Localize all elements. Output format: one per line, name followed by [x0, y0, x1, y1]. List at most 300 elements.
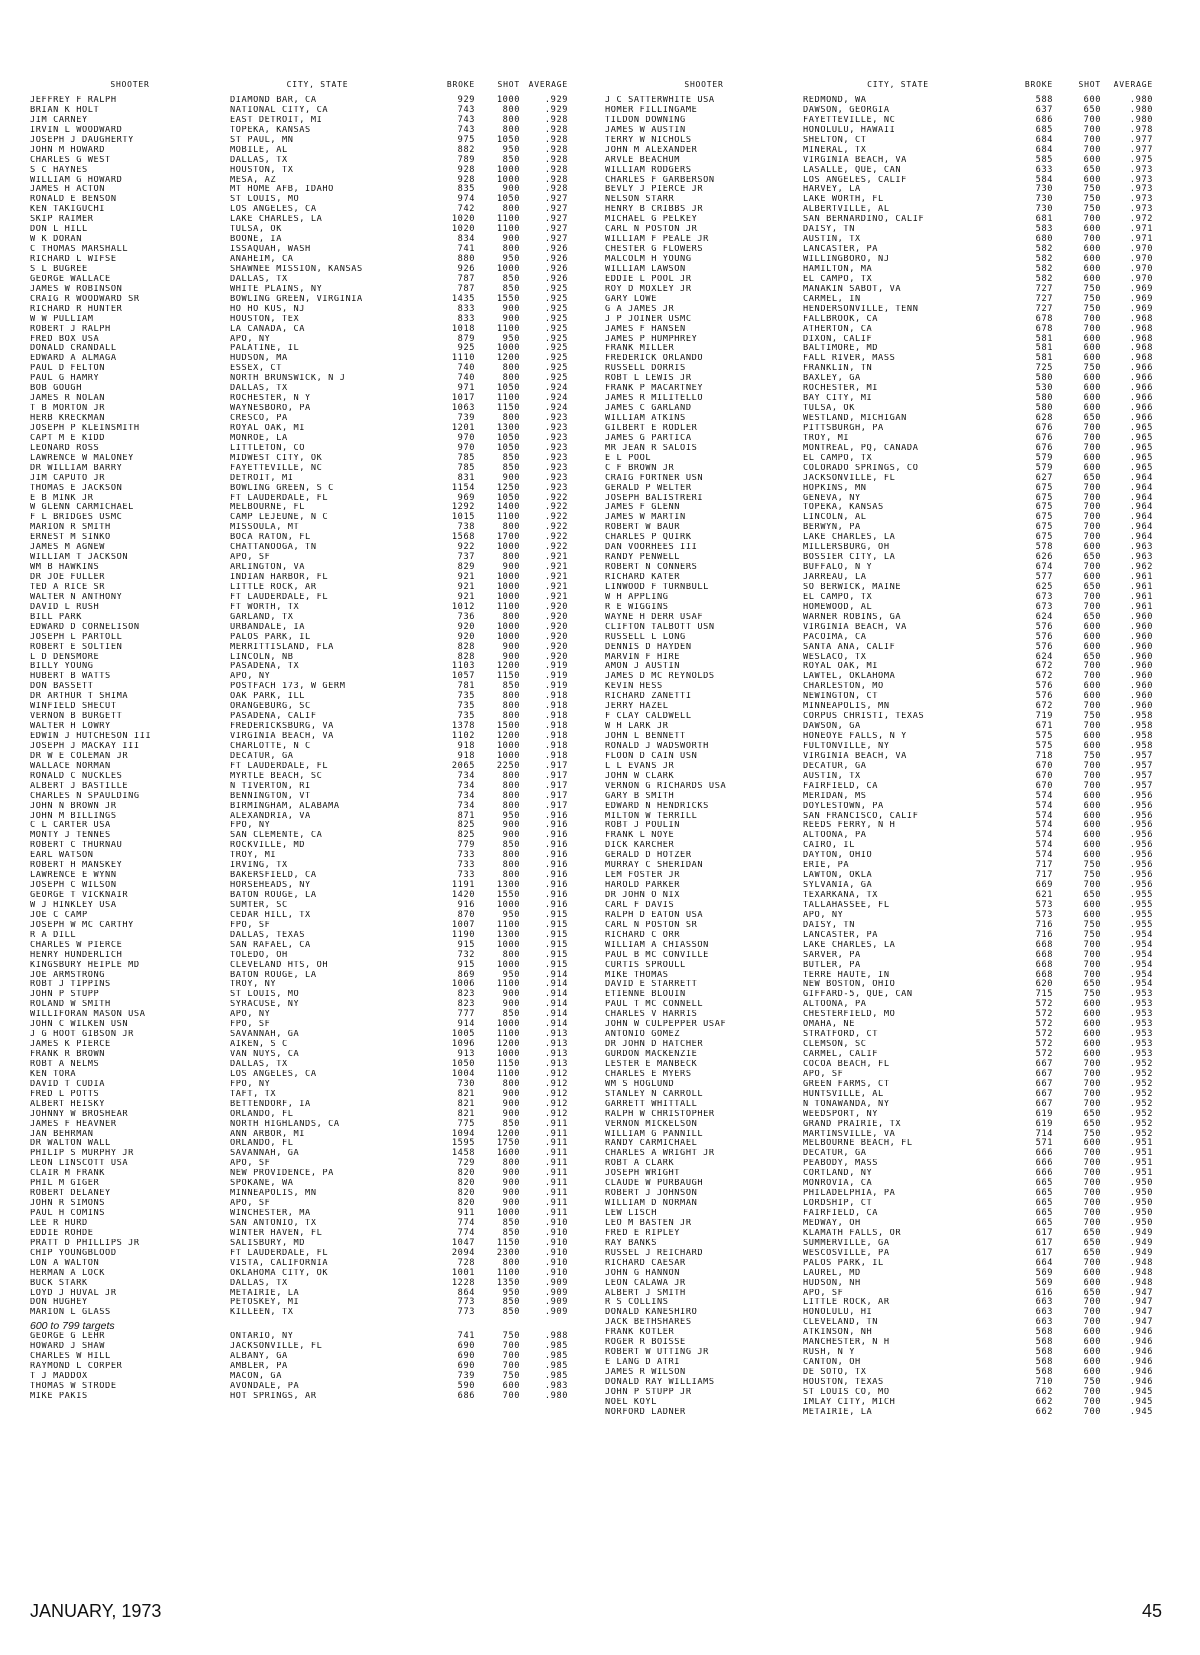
shooter-name: JAMES F GLENN [605, 503, 681, 513]
shot-count: 1050 [496, 383, 520, 394]
broke-count: 925 [457, 343, 475, 354]
shooter-name: WILLIAM T JACKSON [30, 553, 129, 563]
broke-count: 921 [457, 591, 475, 602]
broke-count: 1050 [451, 1058, 475, 1069]
shooter-name: JAMES K PIERCE [30, 1040, 111, 1050]
shooter-name: ROBT J POULIN [605, 821, 681, 831]
shooter-name: JOSEPH WRIGHT [605, 1169, 681, 1179]
broke-count: 1420 [451, 890, 475, 900]
broke-count: 825 [457, 820, 475, 831]
shooter-name: JOHN R SIMONS [30, 1199, 106, 1209]
shooter-name: PAUL H COMINS [30, 1209, 106, 1218]
shooter-name: MILTON W TERRILL [605, 811, 698, 821]
average: .914 [544, 969, 568, 980]
city-state: AUSTIN, TX [803, 771, 861, 781]
average: .918 [544, 750, 568, 761]
shooter-name: JIM CARNEY [30, 115, 88, 125]
city-state: ROYAL OAK, MI [803, 662, 879, 672]
city-state: PALOS PARK, IL [230, 632, 311, 642]
shot-count: 700 [1083, 323, 1101, 334]
city-state: MELBOURNE, FL [230, 503, 306, 513]
city-state: MONTREAL, PQ, CANADA [803, 443, 919, 453]
city-state: DIAMOND BAR, CA [230, 96, 317, 105]
shooter-name: CLAIR M FRANK [30, 1169, 106, 1179]
average: .969 [1129, 303, 1153, 314]
average: .961 [1129, 601, 1153, 612]
table-row [30, 802, 585, 812]
average: .965 [1129, 442, 1153, 453]
broke-count: 913 [457, 1049, 475, 1059]
average: .956 [1129, 800, 1153, 811]
left-rows-b-list [30, 1332, 585, 1402]
broke-count: 773 [457, 1297, 475, 1308]
city-state: KLAMATH FALLS, OR [803, 1228, 902, 1238]
city-state: BAY CITY, MI [803, 394, 873, 404]
table-row [605, 643, 1170, 653]
broke-count: 619 [1035, 1108, 1053, 1119]
broke-count: 675 [1035, 492, 1053, 503]
broke-count: 686 [1035, 114, 1053, 125]
shooter-name: L D DENSMORE [30, 652, 100, 662]
shooter-name: FREDERICK ORLANDO [605, 354, 704, 364]
city-state: DOYLESTOWN, PA [803, 801, 884, 811]
broke-count: 624 [1035, 651, 1053, 662]
shooter-name: KEN TAKIGUCHI [30, 205, 106, 215]
table-row [30, 961, 585, 971]
shot-count: 600 [1083, 1267, 1101, 1278]
shot-count: 1600 [496, 1148, 520, 1159]
shot-count: 1000 [496, 621, 520, 632]
shot-count: 1000 [496, 1208, 520, 1218]
shooter-name: CHARLES N SPAULDING [30, 791, 140, 801]
city-state: WARNER ROBINS, GA [803, 612, 902, 622]
shot-count: 600 [1083, 393, 1101, 404]
shooter-name: CHIP YOUNGBLOOD [30, 1248, 117, 1258]
shooter-name: JACK BETHSHARES [605, 1318, 692, 1328]
shooter-name: VERNON G RICHARDS USA [605, 781, 727, 791]
shot-count: 800 [502, 413, 520, 423]
shot-count: 700 [1083, 1307, 1101, 1318]
shot-count: 1000 [496, 174, 520, 185]
shot-count: 600 [1083, 850, 1101, 861]
average: .960 [1129, 631, 1153, 642]
shooter-name: C THOMAS MARSHALL [30, 245, 129, 255]
city-state: GIFFARD-5, QUE, CAN [803, 990, 913, 1000]
average: .918 [544, 691, 568, 702]
city-state: GRAND PRAIRIE, TX [803, 1119, 902, 1129]
broke-count: 674 [1035, 562, 1053, 573]
city-state: DECATUR, GA [803, 761, 867, 771]
shot-count: 750 [1083, 194, 1101, 205]
shot-count: 1200 [496, 661, 520, 672]
table-row [605, 484, 1170, 494]
broke-count: 727 [1035, 283, 1053, 294]
average: .925 [544, 363, 568, 374]
broke-count: 739 [457, 413, 475, 423]
average: .926 [544, 263, 568, 274]
shooter-name: CARL F DAVIS [605, 900, 675, 910]
city-state: BERWYN, PA [803, 523, 861, 533]
shooter-name: JOHN N BROWN JR [30, 801, 117, 811]
shooter-name: WILLIAM ATKINS [605, 414, 686, 423]
broke-count: 823 [457, 999, 475, 1010]
average: .953 [1129, 1049, 1153, 1059]
shooter-name: DICK KARCHER [605, 841, 675, 851]
shooter-name: EDDIE L POOL JR [605, 274, 692, 284]
table-row [30, 831, 585, 841]
city-state: FT LAUDERDALE, FL [230, 493, 329, 503]
city-state: SHELTON, CT [803, 135, 867, 145]
city-state: JACKSONVILLE, FL [230, 1342, 323, 1352]
city-state: VIRGINIA BEACH, VA [803, 622, 907, 632]
city-state: CEDAR HILL, TX [230, 910, 311, 920]
shooter-name: LESTER E MANBECK [605, 1059, 698, 1069]
broke-count: 572 [1035, 1029, 1053, 1040]
broke-count: 1012 [451, 601, 475, 612]
table-row [30, 1289, 585, 1299]
average: .961 [1129, 581, 1153, 592]
average: .925 [544, 333, 568, 344]
average: .921 [544, 562, 568, 573]
broke-count: 675 [1035, 502, 1053, 513]
broke-count: 662 [1035, 1406, 1053, 1417]
city-state: DIXON, CALIF [803, 334, 873, 344]
average: .911 [544, 1148, 568, 1159]
shot-count: 700 [502, 1351, 520, 1362]
average: .926 [544, 244, 568, 255]
average: .963 [1129, 542, 1153, 553]
shot-count: 1000 [496, 1049, 520, 1059]
shot-count: 700 [1083, 969, 1101, 980]
shot-count: 800 [502, 1158, 520, 1169]
broke-count: 929 [457, 95, 475, 105]
shooter-name: RUSSELL DORRIS [605, 364, 686, 374]
shooter-name: DENNIS D HAYDEN [605, 642, 692, 652]
city-state: LORDSHIP, CT [803, 1199, 873, 1209]
broke-count: 574 [1035, 840, 1053, 851]
broke-count: 576 [1035, 691, 1053, 702]
shot-count: 600 [1083, 681, 1101, 692]
average: .928 [544, 154, 568, 165]
city-state: SO BERWICK, MAINE [803, 582, 902, 592]
average: .918 [544, 731, 568, 741]
shooter-name: CHESTER G FLOWERS [605, 245, 704, 255]
broke-count: 666 [1035, 1168, 1053, 1179]
shot-count: 800 [502, 373, 520, 384]
table-row [30, 1120, 585, 1130]
shooter-name: ALBERT J BASTILLE [30, 781, 129, 791]
shot-count: 1200 [496, 353, 520, 364]
city-state: EAST DETROIT, MI [230, 115, 323, 125]
average: .952 [1129, 1058, 1153, 1069]
average: .919 [544, 661, 568, 672]
shooter-name: DON HUGHEY [30, 1298, 88, 1308]
shooter-name: JAMES P HUMPHREY [605, 334, 698, 344]
average: .913 [544, 1039, 568, 1050]
broke-count: 572 [1035, 1019, 1053, 1030]
broke-count: 665 [1035, 1208, 1053, 1218]
average: .922 [544, 502, 568, 513]
city-state: DALLAS, TX [230, 1278, 288, 1288]
shooter-name: JAMES R NOLAN [30, 394, 106, 404]
broke-count: 833 [457, 303, 475, 314]
shot-count: 700 [1083, 442, 1101, 453]
shooter-name: RONALD J WADSWORTH [605, 741, 709, 751]
shooter-name: DR WALTON WALL [30, 1139, 111, 1149]
average: .946 [1129, 1367, 1153, 1377]
shooter-name: PHIL M GIGER [30, 1179, 100, 1189]
shooter-name: G A JAMES JR [605, 304, 675, 314]
average: .924 [544, 383, 568, 394]
left-rows-list [30, 96, 585, 1318]
table-row [30, 841, 585, 851]
shot-count: 750 [1083, 204, 1101, 215]
shot-count: 850 [502, 1009, 520, 1020]
shot-count: 700 [1083, 532, 1101, 543]
average: .927 [544, 224, 568, 235]
shooter-name: LEM FOSTER JR [605, 871, 681, 881]
shot-count: 900 [502, 1168, 520, 1179]
shooter-name: E LANG D ATRI [605, 1358, 681, 1368]
broke-count: 717 [1035, 870, 1053, 881]
average: .957 [1129, 750, 1153, 761]
city-state: PHILADELPHIA, PA [803, 1189, 896, 1199]
city-state: TOLEDO, OH [230, 950, 288, 960]
average: .927 [544, 204, 568, 215]
city-state: URBANDALE, IA [230, 622, 306, 632]
shooter-name: DR JOHN D HATCHER [605, 1040, 704, 1050]
shooter-name: HERB KRECKMAN [30, 414, 106, 423]
shot-count: 1100 [496, 512, 520, 523]
shooter-name: F CLAY CALDWELL [605, 712, 692, 722]
average: .909 [544, 1277, 568, 1288]
average: .975 [1129, 154, 1153, 165]
shot-count: 850 [502, 462, 520, 473]
city-state: CHARLESTON, MO [803, 682, 884, 692]
city-state: SYRACUSE, NY [230, 1000, 300, 1010]
city-state: ALBANY, GA [230, 1352, 288, 1362]
broke-count: 1096 [451, 1039, 475, 1050]
city-state: HARVEY, LA [803, 185, 861, 195]
table-row [30, 176, 585, 186]
average: .909 [544, 1307, 568, 1318]
shot-count: 650 [1083, 472, 1101, 483]
city-state: LITTLE ROCK, AR [230, 582, 317, 592]
average: .916 [544, 830, 568, 841]
average: .950 [1129, 1188, 1153, 1199]
average: .917 [544, 780, 568, 791]
broke-count: 670 [1035, 770, 1053, 781]
broke-count: 624 [1035, 611, 1053, 622]
broke-count: 970 [457, 442, 475, 453]
broke-count: 584 [1035, 174, 1053, 185]
average: .910 [544, 1257, 568, 1268]
shot-count: 800 [502, 860, 520, 871]
city-state: CAMP LEJEUNE, N C [230, 513, 329, 523]
table-row [30, 1372, 585, 1382]
broke-count: 576 [1035, 631, 1053, 642]
city-state: SAN CLEMENTE, CA [230, 831, 323, 841]
city-state: TERRE HAUTE, IN [803, 970, 890, 980]
average: .929 [544, 95, 568, 105]
average: .924 [544, 393, 568, 404]
shot-count: 700 [1083, 1098, 1101, 1109]
average: .947 [1129, 1287, 1153, 1298]
average: .918 [544, 740, 568, 751]
broke-count: 675 [1035, 522, 1053, 533]
city-state: BUTLER, PA [803, 960, 861, 970]
broke-count: 739 [457, 1371, 475, 1382]
shot-count: 600 [1083, 1019, 1101, 1030]
average: .923 [544, 452, 568, 463]
broke-count: 975 [457, 134, 475, 145]
average: .985 [544, 1361, 568, 1372]
shot-count: 600 [1083, 95, 1101, 105]
average: .961 [1129, 591, 1153, 602]
broke-count: 714 [1035, 1128, 1053, 1139]
city-state: DECATUR, GA [803, 1149, 867, 1159]
average: .971 [1129, 234, 1153, 245]
shot-count: 750 [1083, 293, 1101, 304]
city-state: FAYETTEVILLE, NC [230, 463, 323, 473]
broke-count: 920 [457, 631, 475, 642]
average: .973 [1129, 204, 1153, 215]
city-state: CAIRO, IL [803, 841, 855, 851]
broke-count: 572 [1035, 1039, 1053, 1050]
city-state: HUNTSVILLE, AL [803, 1089, 884, 1099]
broke-count: 578 [1035, 542, 1053, 553]
table-row [30, 633, 585, 643]
broke-count: 733 [457, 860, 475, 871]
city-state: WINCHESTER, MA [230, 1209, 311, 1218]
average: .946 [1129, 1347, 1153, 1358]
broke-count: 735 [457, 711, 475, 722]
shot-count: 1100 [496, 323, 520, 334]
city-state: MT HOME AFB, IDAHO [230, 185, 334, 195]
table-row [30, 901, 585, 911]
average: .951 [1129, 1138, 1153, 1149]
shot-count: 1100 [496, 919, 520, 930]
city-state: WESTLAND, MICHIGAN [803, 414, 907, 423]
shot-count: 850 [502, 1227, 520, 1238]
shooter-name: CLIFTON TALBOTT USN [605, 622, 715, 632]
city-state: NORTH BRUNSWICK, N J [230, 374, 346, 384]
shot-count: 1050 [496, 442, 520, 453]
average: .913 [544, 1049, 568, 1059]
average: .947 [1129, 1307, 1153, 1318]
shot-count: 750 [1083, 363, 1101, 374]
table-row [30, 245, 585, 255]
average: .953 [1129, 1029, 1153, 1040]
broke-count: 585 [1035, 154, 1053, 165]
shot-count: 800 [502, 244, 520, 255]
shooter-name: GERALD P WELTER [605, 483, 692, 493]
city-state: CANTON, OH [803, 1358, 861, 1368]
average: .916 [544, 820, 568, 831]
city-state: VIRGINIA BEACH, VA [803, 155, 907, 165]
city-state: VIRGINIA BEACH, VA [230, 732, 334, 741]
average: .926 [544, 273, 568, 284]
shooter-name: AMON J AUSTIN [605, 662, 681, 672]
broke-count: 590 [457, 1381, 475, 1391]
average: .950 [1129, 1217, 1153, 1228]
broke-count: 736 [457, 611, 475, 622]
table-row [30, 782, 585, 792]
broke-count: 727 [1035, 303, 1053, 314]
city-state: LITTLE ROCK, AR [803, 1298, 890, 1308]
shooter-name: NORFORD LADNER [605, 1407, 686, 1417]
shot-count: 700 [1083, 959, 1101, 970]
city-state: ARLINGTON, VA [230, 563, 306, 573]
city-state: CARMEL, IN [803, 294, 861, 304]
broke-count: 740 [457, 373, 475, 384]
shot-count: 600 [1083, 373, 1101, 384]
broke-count: 922 [457, 542, 475, 553]
shooter-name: T B MORTON JR [30, 404, 106, 414]
shooter-name: FRED BOX USA [30, 334, 100, 344]
city-state: MELBOURNE BEACH, FL [803, 1139, 913, 1149]
broke-count: 665 [1035, 1178, 1053, 1189]
shot-count: 1000 [496, 591, 520, 602]
city-state: HUDSON, MA [230, 354, 288, 364]
city-state: MANCHESTER, N H [803, 1338, 890, 1348]
shooter-name: DR W E COLEMAN JR [30, 751, 129, 761]
shooter-name: WM B HAWKINS [30, 563, 100, 573]
shooter-name: CHARLES W PIERCE [30, 940, 123, 950]
shot-count: 1150 [496, 1058, 520, 1069]
shooter-name: WALLACE NORMAN [30, 761, 111, 771]
city-state: HONOLULU, HAWAII [803, 125, 896, 135]
broke-count: 829 [457, 562, 475, 573]
city-state: ST LOUIS, MO [230, 990, 300, 1000]
shot-count: 600 [1083, 333, 1101, 344]
shooter-name: MURRAY C SHERIDAN [605, 861, 704, 871]
table-row [30, 1279, 585, 1289]
average: .956 [1129, 870, 1153, 881]
city-state: AVONDALE, PA [230, 1382, 300, 1391]
shooter-name: LINWOOD F TURNBULL [605, 582, 709, 592]
shot-count: 1000 [496, 263, 520, 274]
shot-count: 1300 [496, 880, 520, 891]
shooter-name: WILLIAM D NORMAN [605, 1199, 698, 1209]
city-state: MILLERSBURG, OH [803, 543, 890, 553]
shot-count: 700 [1083, 512, 1101, 523]
average: .915 [544, 949, 568, 960]
broke-count: 666 [1035, 1158, 1053, 1169]
shooter-name: LEON CALAWA JR [605, 1278, 686, 1288]
section-label: 600 to 799 targets [30, 1320, 115, 1333]
shot-count: 800 [502, 204, 520, 215]
city-state: LAWTON, OKLA [803, 871, 873, 881]
shot-count: 700 [1083, 1208, 1101, 1218]
city-state: LASALLE, QUE, CAN [803, 165, 902, 175]
average: .915 [544, 939, 568, 950]
shooter-name: DAVID T CUDIA [30, 1079, 106, 1089]
average: .957 [1129, 760, 1153, 771]
city-state: CORPUS CHRISTI, TEXAS [803, 712, 925, 722]
shot-count: 700 [1083, 502, 1101, 513]
shooter-name: MIKE PAKIS [30, 1391, 88, 1401]
city-state: DAISY, TN [803, 225, 855, 235]
average: .924 [544, 403, 568, 414]
average: .913 [544, 1058, 568, 1069]
shot-count: 1100 [496, 979, 520, 990]
city-state: ST PAUL, MN [230, 135, 294, 145]
shot-count: 600 [1083, 273, 1101, 284]
shooter-name: RICHARD C ORR [605, 930, 681, 940]
average: .914 [544, 999, 568, 1010]
shooter-name: THOMAS E JACKSON [30, 483, 123, 493]
